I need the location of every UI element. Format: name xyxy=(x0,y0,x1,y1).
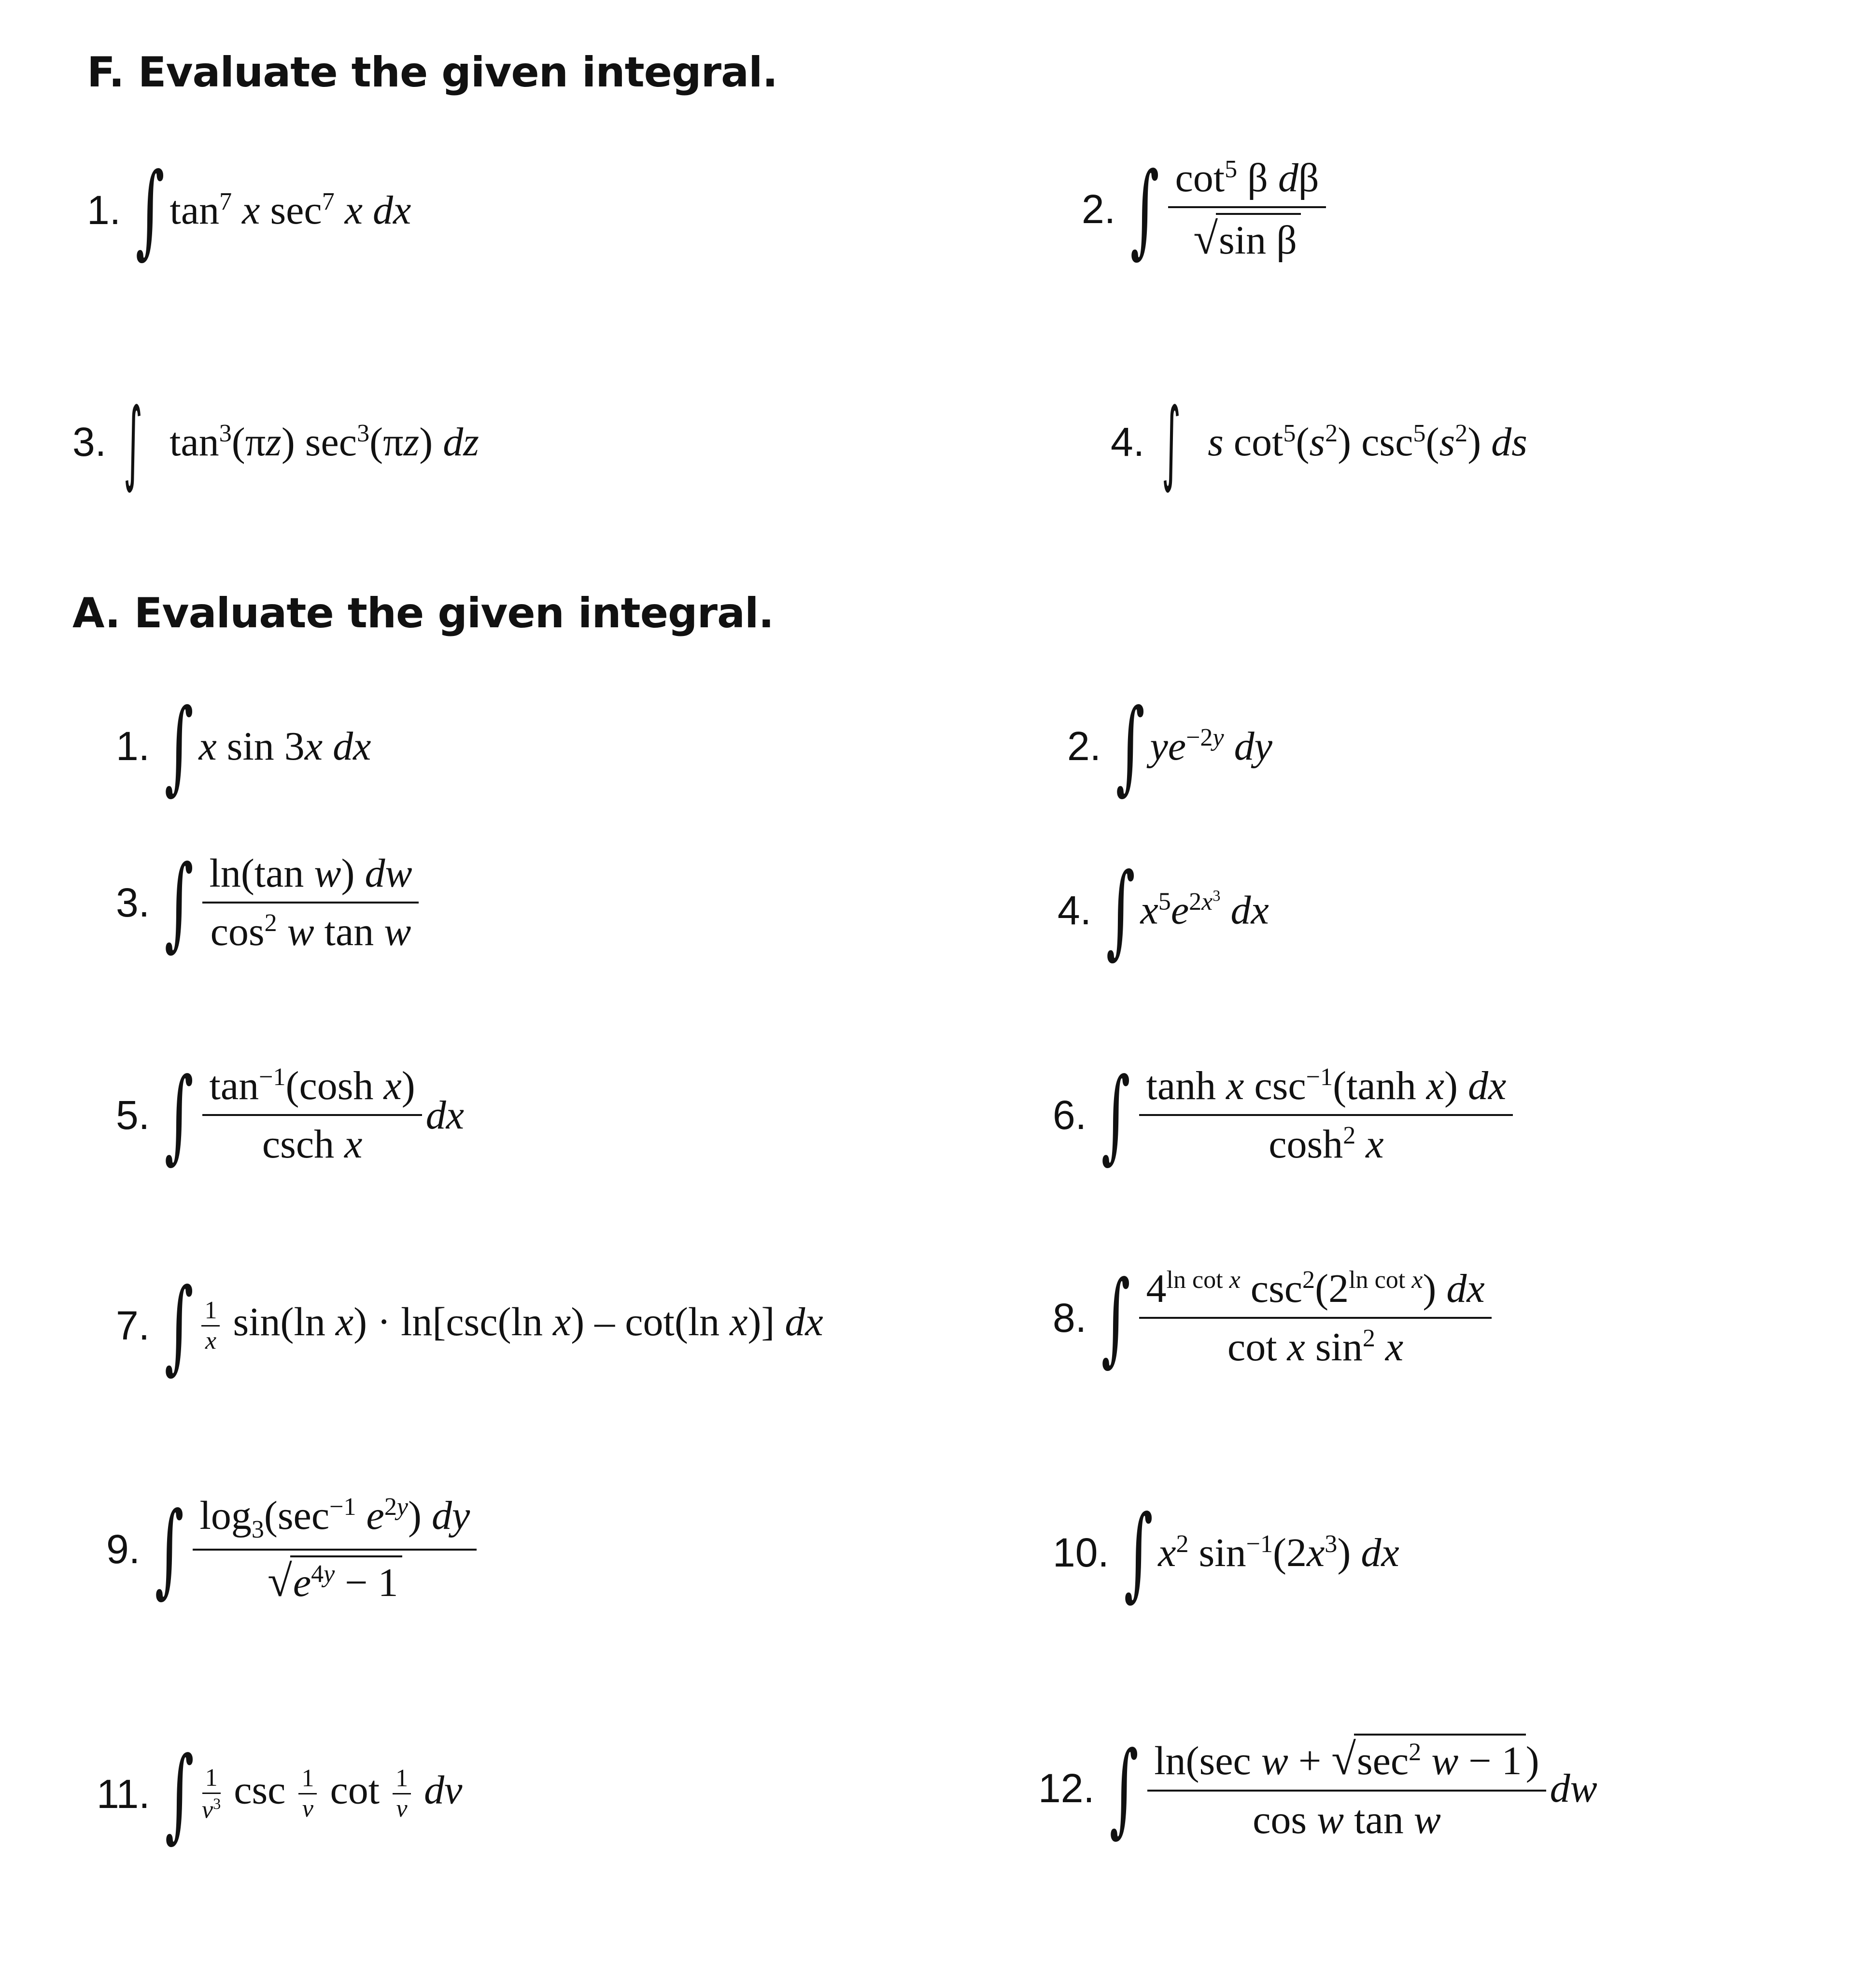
integral-sign: ∫ xyxy=(164,1266,194,1384)
problem-number: 11. xyxy=(97,1771,150,1817)
problem-number: 4. xyxy=(1058,887,1092,933)
integrand: $\frac{1}{v^3}$ csc $\frac{1}{v}$ cot $\frac{1}{v}$ dv xyxy=(201,1764,463,1824)
integrand: x sin 3x dx xyxy=(198,723,371,769)
a-problem-10 xyxy=(1053,1493,1399,1611)
integrand-fraction: $\cot^5 \beta$ dβ √ sin β xyxy=(1168,155,1326,264)
integral-sign: ∫ xyxy=(164,1056,194,1174)
a-problem-5 xyxy=(116,1056,465,1174)
integrand-fraction: $\frac{\text{ln(tan w) dw}}{\cos^2 w \tan w}$ xyxy=(202,850,419,955)
differential: dx xyxy=(425,1092,465,1138)
integral-sign: ∫ xyxy=(1101,1056,1130,1174)
problem-number: 10. xyxy=(1053,1529,1109,1575)
problem-number: 9. xyxy=(106,1526,141,1572)
problem-number: 2. xyxy=(1067,723,1101,769)
problem-number: 1. xyxy=(87,187,121,233)
f-problem-2 xyxy=(1082,150,1330,268)
integrand-fraction: $\frac{\tan^{-1}(\cosh x)}{\text{csch x}}$ xyxy=(202,1062,422,1168)
problem-number: 8. xyxy=(1053,1295,1087,1341)
integral-sign: ∫ xyxy=(1115,687,1145,805)
integral-sign: ∫ xyxy=(1101,1258,1130,1377)
integral-sign: ∫ xyxy=(164,687,194,805)
a-problem-3 xyxy=(116,843,423,961)
f-problem-4 xyxy=(1111,388,1527,495)
problem-number: 5. xyxy=(116,1092,150,1138)
integral-sign: ∫ xyxy=(164,843,194,961)
a-problem-2 xyxy=(1067,687,1272,805)
a-problem-11 xyxy=(97,1735,463,1853)
a-problem-12 xyxy=(1038,1729,1597,1848)
problem-number: 1. xyxy=(116,723,150,769)
integral-sign: ∫ xyxy=(135,151,165,269)
differential: dw xyxy=(1550,1766,1597,1811)
a-problem-9 xyxy=(106,1492,480,1607)
a-problem-4 xyxy=(1058,851,1269,969)
integral-sign: ∫ xyxy=(1161,388,1181,495)
problem-number: 2. xyxy=(1082,186,1116,232)
f-problem-1 xyxy=(87,151,411,269)
integrand: s $\cot^5(s^2)$ $\csc^5(s^2)$ ds xyxy=(1208,419,1527,465)
problem-number: 7. xyxy=(116,1302,150,1348)
integral-sign: ∫ xyxy=(155,1490,184,1609)
integral-sign: ∫ xyxy=(1109,1729,1139,1848)
problem-number: 3. xyxy=(72,419,107,465)
integrand-fraction: $\log_3(\sec^{-1}$ $e^{2y}$) dy √ $e^{4y} - 1$ xyxy=(193,1492,477,1607)
integrand: $x^5e^{2x^3}$ dx xyxy=(1140,887,1269,933)
integrand-fraction: $\frac{4^{ln cot x} \csc^2(2^{ln cot x}) dx}{\cot x \sin^2 x}$ xyxy=(1139,1265,1491,1370)
f-problem-3 xyxy=(72,388,479,495)
problem-number: 4. xyxy=(1111,419,1145,465)
section-f-heading: F. Evaluate the given integral. xyxy=(87,48,778,97)
a-problem-6 xyxy=(1053,1056,1517,1174)
integral-sign: ∫ xyxy=(165,1735,194,1853)
problem-number: 3. xyxy=(116,879,150,925)
problem-number: 12. xyxy=(1038,1765,1095,1811)
integrand: $\tan^3(\pi z)$ $\sec^3(\pi z)$ dz xyxy=(169,419,479,465)
integrand-fraction: $\frac{\tanh x \csc^{-1}(\tanh x) dx}{\cosh^2 x}$ xyxy=(1139,1062,1513,1168)
integrand: $x^2$ $\sin^{-1}(2x^3)$ dx xyxy=(1158,1530,1399,1575)
a-problem-7 xyxy=(116,1266,823,1384)
integral-sign: ∫ xyxy=(123,388,143,495)
section-a-heading: A. Evaluate the given integral. xyxy=(72,589,774,637)
integral-sign: ∫ xyxy=(1130,150,1159,268)
problem-number: 6. xyxy=(1053,1092,1087,1138)
integrand: $\tan^7 x$ $\sec^7 x$ dx xyxy=(169,187,411,233)
integral-sign: ∫ xyxy=(1106,851,1135,969)
a-problem-8 xyxy=(1053,1258,1495,1377)
integrand: $ye^{-2y}$ dy xyxy=(1150,723,1272,769)
integrand-fraction: ln(sec w + √ $\sec^2 w - 1$ ) cos w tan w xyxy=(1147,1734,1546,1843)
integrand: $\frac{1}{x}$ sin(ln x) · ln[csc(ln x) – cot(ln x)] dx xyxy=(198,1298,823,1354)
a-problem-1 xyxy=(116,687,371,805)
integral-sign: ∫ xyxy=(1124,1493,1153,1611)
